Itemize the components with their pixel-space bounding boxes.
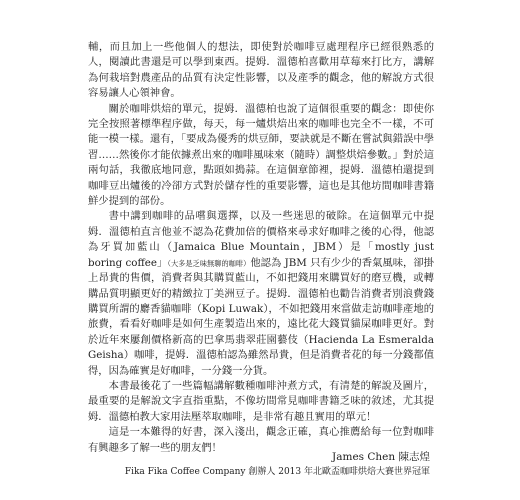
author-name: James Chen 陳志煌 [332, 451, 430, 463]
author-title: Fika Fika Coffee Company 創辦人 2013 年北歐盃咖啡烘焙大賽世界冠軍 [124, 467, 430, 477]
paragraph-4: 本書最後花了一些篇幅講解數種咖啡沖煮方式，有清楚的解說及圖片，最重要的是解說文字直指重點，不像坊間常見咖啡書籍乏味的敘述，尤其提姆．溫德柏教大家用法壓萃取咖啡，是非常有趣且實用的單元！ [88, 379, 434, 423]
paragraph-2: 關於咖啡烘焙的單元，提姆．溫德柏也說了這個很重要的觀念：即使你完全按照著標準程序做，每天，每一爐烘焙出來的咖啡也完全不一樣，不可能一模一樣。還有，「要成為優秀的烘豆師，要訣就是不斷在嘗試與錯誤中學習……然後你才能依據煮出來的咖啡風味來（隨時）調整烘焙參數。」對於這兩句話，我徹底地同意，點頭如搗蒜。在這個章節裡，提姆．溫德柏還提到咖啡豆出爐後的冷卻方式對於儲存性的重要影響，這也是其他坊間咖啡書籍鮮少提到的部份。 [88, 102, 434, 208]
annotation-note: （大多是乏味無聊的咖啡） [167, 258, 251, 268]
signature-block [70, 449, 430, 479]
paragraph-1: 輔，而且加上一些他個人的想法，即使對於咖啡豆處理程序已經很熟悉的人，閱讀此書還是可以學到東西。提姆．溫德柏喜歡用草莓來打比方，講解為何栽培對農產品的品質有決定性影響，以及產季的觀念，他的解說方式很容易讓人心領神會。 [88, 41, 434, 100]
paragraph-5: 這是一本難得的好書，深入淺出，觀念正確，真心推薦給每一位對咖啡有興趣多了解一些的朋友們！ [88, 426, 434, 454]
foreword-body [88, 40, 434, 456]
paragraph-3: 書中講到咖啡的品嚐與選擇，以及一些迷思的破除。在這個單元中提姆．溫德柏直言他並不認為花費加倍的價格來尋求好咖啡之後的心得，他認為牙買加藍山（Jamaica Blue Mountain，JBM）是「mostly just boring coffee」（大多是乏味無聊的咖啡）他認為 JBM 只有少少的香氣風味，卻掛上昂貴的售價，消費者與其購買藍山，不如把錢用來購買好的磨豆機，或轉購品質明顯更好的精緻拉丁美洲豆子。提姆．溫德柏也勸告消費者別浪費錢購買所謂的麝香貓咖啡（Kopi Luwak），不如把錢用來當做走訪咖啡產地的旅費，看看好咖啡是如何生產製造出來的，遠比花大錢買貓屎咖啡更好。對於近年來屢創價格新高的巴拿馬翡翠莊園藝伎（Hacienda La Esmeralda Geisha）咖啡，提姆．溫德柏認為雖然昂貴，但是消費者花的每一分錢都值得，因為確實是好咖啡，一分錢一分貨。 [88, 210, 434, 377]
